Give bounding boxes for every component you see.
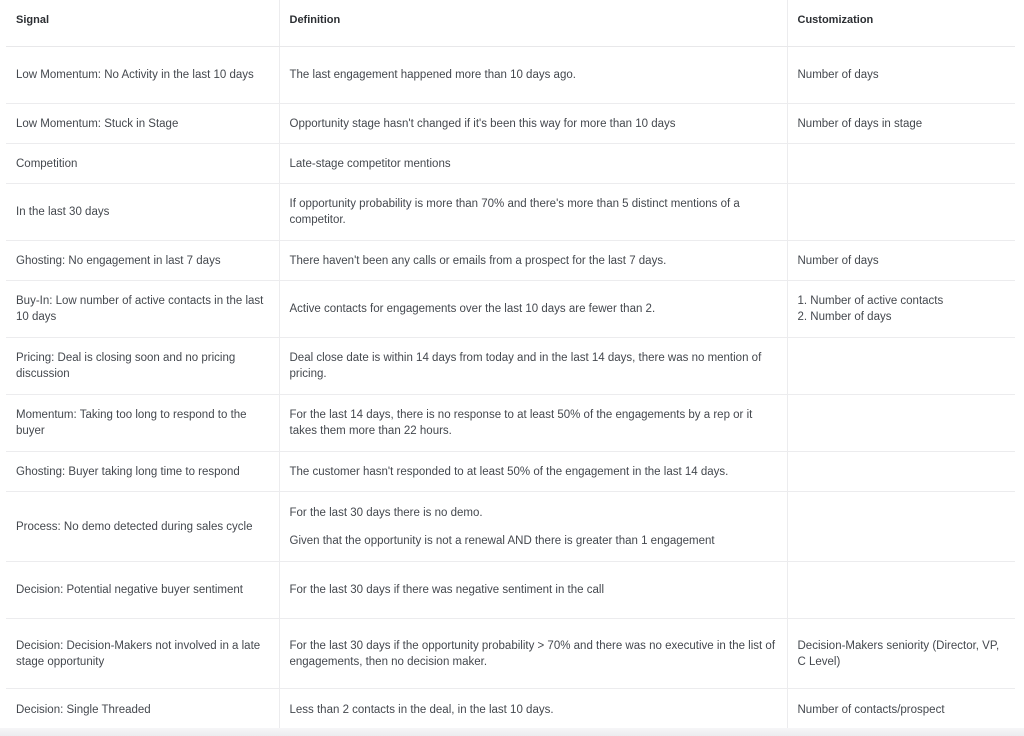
customization-cell xyxy=(787,452,1015,492)
definition-text: Less than 2 contacts in the deal, in the last 10 days. xyxy=(289,704,554,716)
table-row xyxy=(6,184,1015,241)
table-row xyxy=(6,562,1015,619)
definition-cell xyxy=(279,492,787,562)
definition-text: For the last 30 days if the opportunity probability > 70% and there was no executive in the list of engagements, then no decision maker. xyxy=(289,639,776,668)
definition-text: There haven't been any calls or emails from a prospect for the last 7 days. xyxy=(289,254,667,267)
definition-cell xyxy=(279,395,787,452)
signal-cell: Decision: Decision-Makers not involved in a late stage opportunity xyxy=(6,619,279,689)
signal-cell: Low Momentum: Stuck in Stage xyxy=(6,104,279,144)
table-header-row xyxy=(6,0,1015,47)
definition-text: Deal close date is within 14 days from today and in the last 14 days, there was no mention of pricing. xyxy=(289,352,762,380)
table-row xyxy=(6,241,1015,281)
table-row xyxy=(6,338,1015,395)
definition-text: Active contacts for engagements over the last 10 days are fewer than 2. xyxy=(289,303,656,315)
header-definition: Definition xyxy=(279,0,787,47)
definition-cell xyxy=(279,562,787,619)
table-row xyxy=(6,492,1015,562)
header-signal: Signal xyxy=(6,0,279,47)
signal-cell: Buy-In: Low number of active contacts in the last 10 days xyxy=(6,281,279,338)
definition-cell xyxy=(279,338,787,395)
definition-text: The customer hasn't responded to at least 50% of the engagement in the last 14 days. xyxy=(289,465,729,478)
table-row xyxy=(6,395,1015,452)
definition-text: Late-stage competitor mentions xyxy=(289,157,451,170)
customization-text: 2. Number of days xyxy=(797,311,892,323)
signal-cell: In the last 30 days xyxy=(6,184,279,241)
signal-cell: Momentum: Taking too long to respond to the buyer xyxy=(6,395,279,452)
customization-cell xyxy=(787,241,1015,281)
customization-cell xyxy=(787,492,1015,562)
signal-cell: Process: No demo detected during sales cycle xyxy=(6,492,279,562)
signal-cell: Decision: Potential negative buyer sentiment xyxy=(6,562,279,619)
customization-cell xyxy=(787,619,1015,689)
customization-cell xyxy=(787,184,1015,241)
signal-cell: Low Momentum: No Activity in the last 10 days xyxy=(6,47,279,104)
definition-text: For the last 30 days there is no demo. xyxy=(289,506,483,519)
customization-cell xyxy=(787,144,1015,184)
customization-cell xyxy=(787,104,1015,144)
definition-text: Opportunity stage hasn't changed if it's been this way for more than 10 days xyxy=(289,117,676,130)
signal-cell: Ghosting: Buyer taking long time to respond xyxy=(6,452,279,492)
definition-cell xyxy=(279,241,787,281)
definition-cell xyxy=(279,281,787,338)
definition-cell xyxy=(279,452,787,492)
customization-text: 1. Number of active contacts xyxy=(797,295,944,307)
customization-cell xyxy=(787,395,1015,452)
customization-cell xyxy=(787,281,1015,338)
definition-cell xyxy=(279,184,787,241)
signal-cell: Ghosting: No engagement in last 7 days xyxy=(6,241,279,281)
definition-text: For the last 30 days if there was negative sentiment in the call xyxy=(289,584,604,596)
customization-text: Number of days in stage xyxy=(797,117,923,130)
table-row xyxy=(6,689,1015,732)
definition-text: Given that the opportunity is not a renewal AND there is greater than 1 engagement xyxy=(289,534,715,547)
definition-text: The last engagement happened more than 10 days ago. xyxy=(289,69,576,81)
table-row xyxy=(6,104,1015,144)
signal-cell: Decision: Single Threaded xyxy=(6,689,279,732)
customization-cell xyxy=(787,689,1015,732)
bottom-shadow xyxy=(0,728,1024,736)
table-row xyxy=(6,619,1015,689)
customization-cell xyxy=(787,562,1015,619)
definition-text: For the last 14 days, there is no response to at least 50% of the engagements by a rep or it takes them more than 22 hours. xyxy=(289,409,753,437)
signals-table-container xyxy=(6,0,1015,732)
customization-cell xyxy=(787,338,1015,395)
definition-cell xyxy=(279,144,787,184)
customization-text: Number of days xyxy=(797,69,879,81)
definition-cell xyxy=(279,689,787,732)
definition-cell xyxy=(279,104,787,144)
definition-cell xyxy=(279,47,787,104)
customization-cell xyxy=(787,47,1015,104)
customization-text: Number of contacts/prospect xyxy=(797,704,945,716)
table-row xyxy=(6,452,1015,492)
definition-text: If opportunity probability is more than 70% and there's more than 5 distinct mentions of a competitor. xyxy=(289,198,740,226)
definition-cell xyxy=(279,619,787,689)
customization-text: Decision-Makers seniority (Director, VP, C Level) xyxy=(797,639,1000,668)
signal-cell: Competition xyxy=(6,144,279,184)
customization-text: Number of days xyxy=(797,254,879,267)
header-customization: Customization xyxy=(787,0,1015,47)
table-row xyxy=(6,144,1015,184)
table-row xyxy=(6,47,1015,104)
table-row xyxy=(6,281,1015,338)
signal-cell: Pricing: Deal is closing soon and no pricing discussion xyxy=(6,338,279,395)
signals-table xyxy=(6,0,1015,732)
